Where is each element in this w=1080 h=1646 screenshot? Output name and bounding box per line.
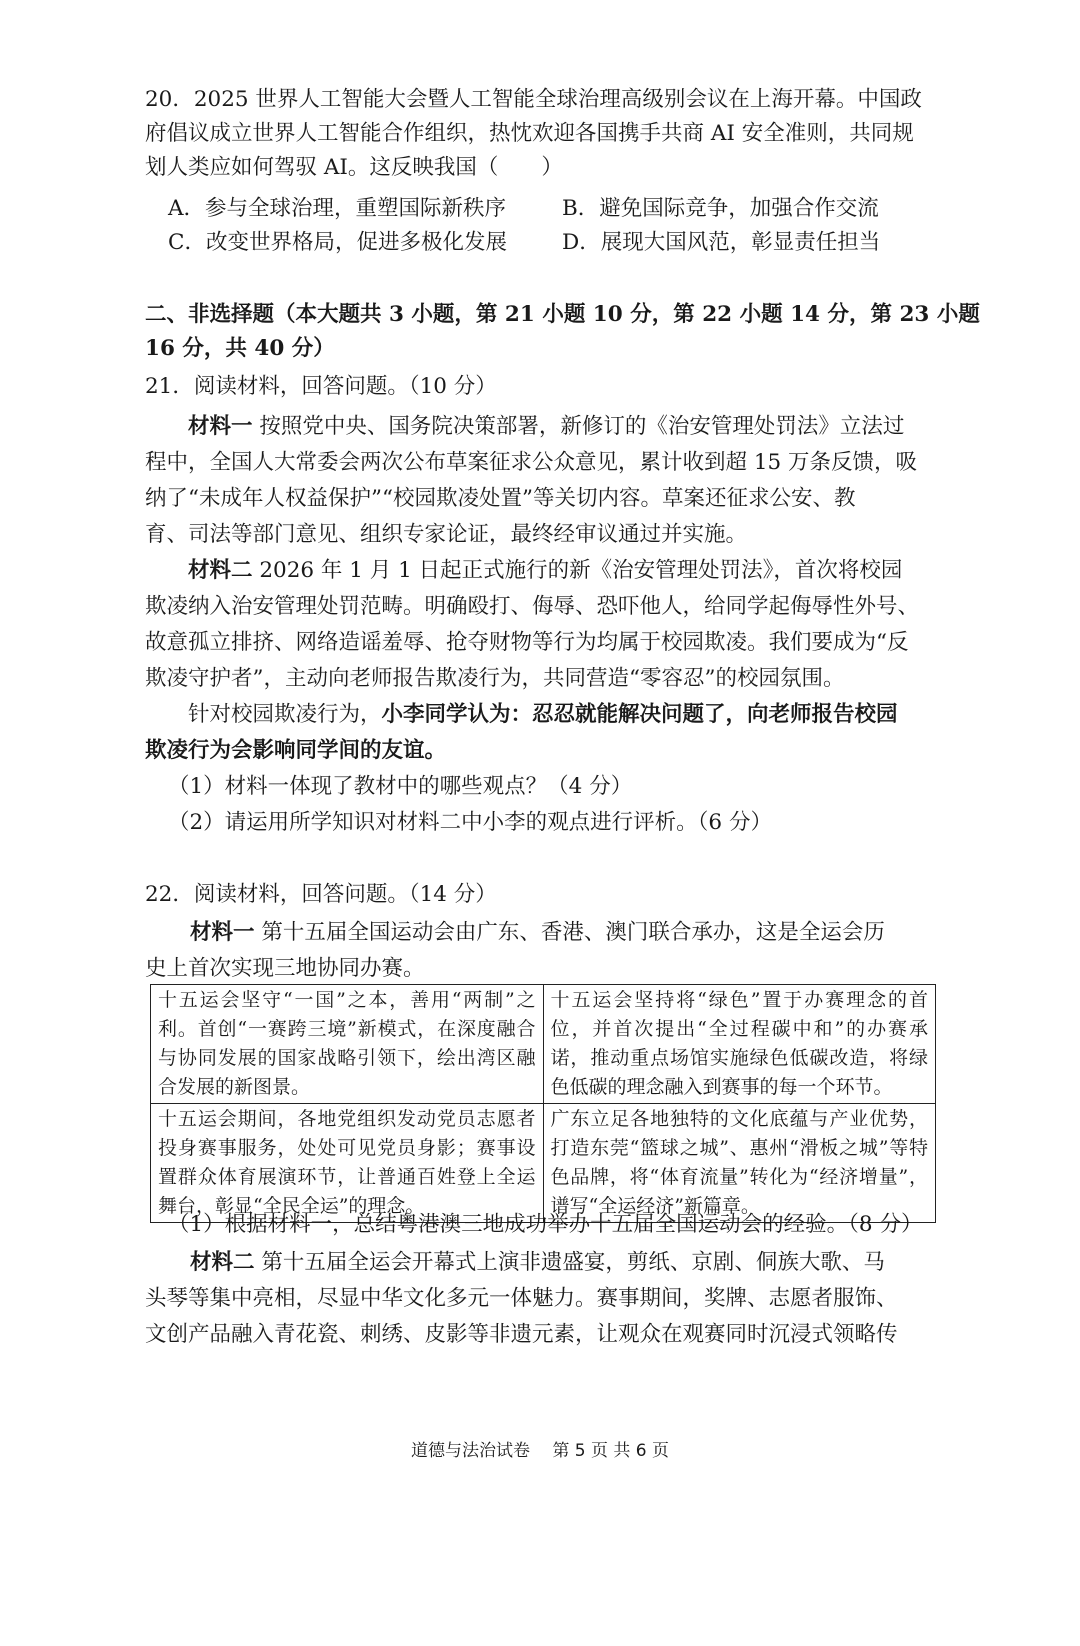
q22-material-1-text-1: 第十五届全国运动会由广东、香港、澳门联合承办，这是全运会历 <box>261 920 885 945</box>
q22-material-1-line-1 <box>190 916 885 950</box>
q20-option-a: A．参与全球治理，重塑国际新秩序 <box>168 196 507 221</box>
q21-material-1-line-1 <box>188 410 904 444</box>
q21-material-1-line-4: 育、司法等部门意见、组织专家论证，最终经审议通过并实施。 <box>145 522 748 547</box>
q21-material-1-line-3: 纳了“未成年人权益保护”“校园欺凌处置”等关切内容。草案还征求公安、教 <box>145 486 856 511</box>
q21-material-2-line-4: 欺凌守护者”，主动向老师报告欺凌行为，共同营造“零容忍”的校园氛围。 <box>145 666 845 691</box>
q21-view-line-1 <box>188 698 898 732</box>
q20-line-1: 20．2025 世界人工智能大会暨人工智能全球治理高级别会议在上海开幕。中国政 <box>145 87 922 112</box>
q22-title: 22．阅读材料，回答问题。（14 分） <box>145 882 497 907</box>
q22-sub-question-1: （1）根据材料一，总结粤港澳三地成功举办十五届全国运动会的经验。（8 分） <box>168 1212 923 1237</box>
q22-material-2-line-1 <box>190 1246 885 1280</box>
q21-material-1-text-1: 按照党中央、国务院决策部署，新修订的《治安管理处罚法》立法过 <box>259 414 905 439</box>
q21-material-2-label: 材料二 <box>188 558 253 583</box>
section-2-line-2: 16 分，共 40 分） <box>145 336 335 361</box>
table-row <box>151 985 936 1104</box>
table-row <box>151 1104 936 1223</box>
q22-material-2-label: 材料二 <box>190 1250 255 1275</box>
q21-material-1-label: 材料一 <box>188 414 253 439</box>
page-footer: 道德与法治试卷 第 5 页 共 6 页 <box>410 1441 670 1461</box>
q20-line-3: 划人类应如何驾驭 AI。这反映我国（ ） <box>145 155 563 180</box>
q20-option-c: C．改变世界格局，促进多极化发展 <box>168 230 507 255</box>
q21-material-1-line-2: 程中，全国人大常委会两次公布草案征求公众意见，累计收到超 15 万条反馈，吸 <box>145 450 918 475</box>
q20-line-2: 府倡议成立世界人工智能合作组织，热忱欢迎各国携手共商 AI 安全准则，共同规 <box>145 121 914 146</box>
q21-view-bold-1: 小李同学认为：忍忍就能解决问题了，向老师报告校园 <box>381 702 898 727</box>
q21-material-2-line-3: 故意孤立排挤、网络造谣羞辱、抢夺财物等行为均属于校园欺凌。我们要成为“反 <box>145 630 909 655</box>
q21-view-bold-2: 欺凌行为会影响同学间的友谊。 <box>145 738 447 763</box>
q21-material-2-text-1: 2026 年 1 月 1 日起正式施行的新《治安管理处罚法》，首次将校园 <box>259 558 903 583</box>
q21-title: 21．阅读材料，回答问题。（10 分） <box>145 374 497 399</box>
q21-sub-question-2: （2）请运用所学知识对材料二中小李的观点进行评析。（6 分） <box>168 810 772 835</box>
q22-material-table <box>150 984 936 1223</box>
q22-material-1-label: 材料一 <box>190 920 255 945</box>
q21-view-prefix: 针对校园欺凌行为， <box>188 702 382 727</box>
section-2-line-1: 二、非选择题（本大题共 3 小题，第 21 小题 10 分，第 22 小题 14 分，第 23 小题 <box>145 302 980 327</box>
q22-material-2-line-3: 文创产品融入青花瓷、刺绣、皮影等非遗元素，让观众在观赛同时沉浸式领略传 <box>145 1322 898 1347</box>
q22-material-1-line-2: 史上首次实现三地协同办赛。 <box>145 956 425 981</box>
q22-material-2-line-2: 头琴等集中亮相，尽显中华文化多元一体魅力。赛事期间，奖牌、志愿者服饰、 <box>145 1286 898 1311</box>
q20-option-d: D．展现大国风范，彰显责任担当 <box>562 230 881 255</box>
table-cell: 十五运会坚持将“绿色”置于办赛理念的首位，并首次提出“全过程碳中和”的办赛承诺，推动重点场馆实施绿色低碳改造，将绿色低碳的理念融入到赛事的每一个环节。 <box>543 985 936 1104</box>
q21-sub-question-1: （1）材料一体现了教材中的哪些观点？（4 分） <box>168 774 633 799</box>
q21-material-2-line-1 <box>188 554 902 588</box>
q21-material-2-line-2: 欺凌纳入治安管理处罚范畴。明确殴打、侮辱、恐吓他人，给同学起侮辱性外号、 <box>145 594 920 619</box>
table-cell: 广东立足各地独特的文化底蕴与产业优势，打造东莞“篮球之城”、惠州“滑板之城”等特色品牌，将“体育流量”转化为“经济增量”，谱写“全运经济”新篇章。 <box>543 1104 936 1223</box>
q22-material-2-text-1: 第十五届全运会开幕式上演非遗盛宴，剪纸、京剧、侗族大歌、马 <box>261 1250 885 1275</box>
table-cell: 十五运会坚守“一国”之本，善用“两制”之利。首创“一赛跨三境”新模式，在深度融合与协同发展的国家战略引领下，绘出湾区融合发展的新图景。 <box>151 985 544 1104</box>
table-cell: 十五运会期间，各地党组织发动党员志愿者投身赛事服务，处处可见党员身影；赛事设置群众体育展演环节，让普通百姓登上全运舞台，彰显“全民全运”的理念。 <box>151 1104 544 1223</box>
q20-option-b: B．避免国际竞争，加强合作交流 <box>562 196 879 221</box>
